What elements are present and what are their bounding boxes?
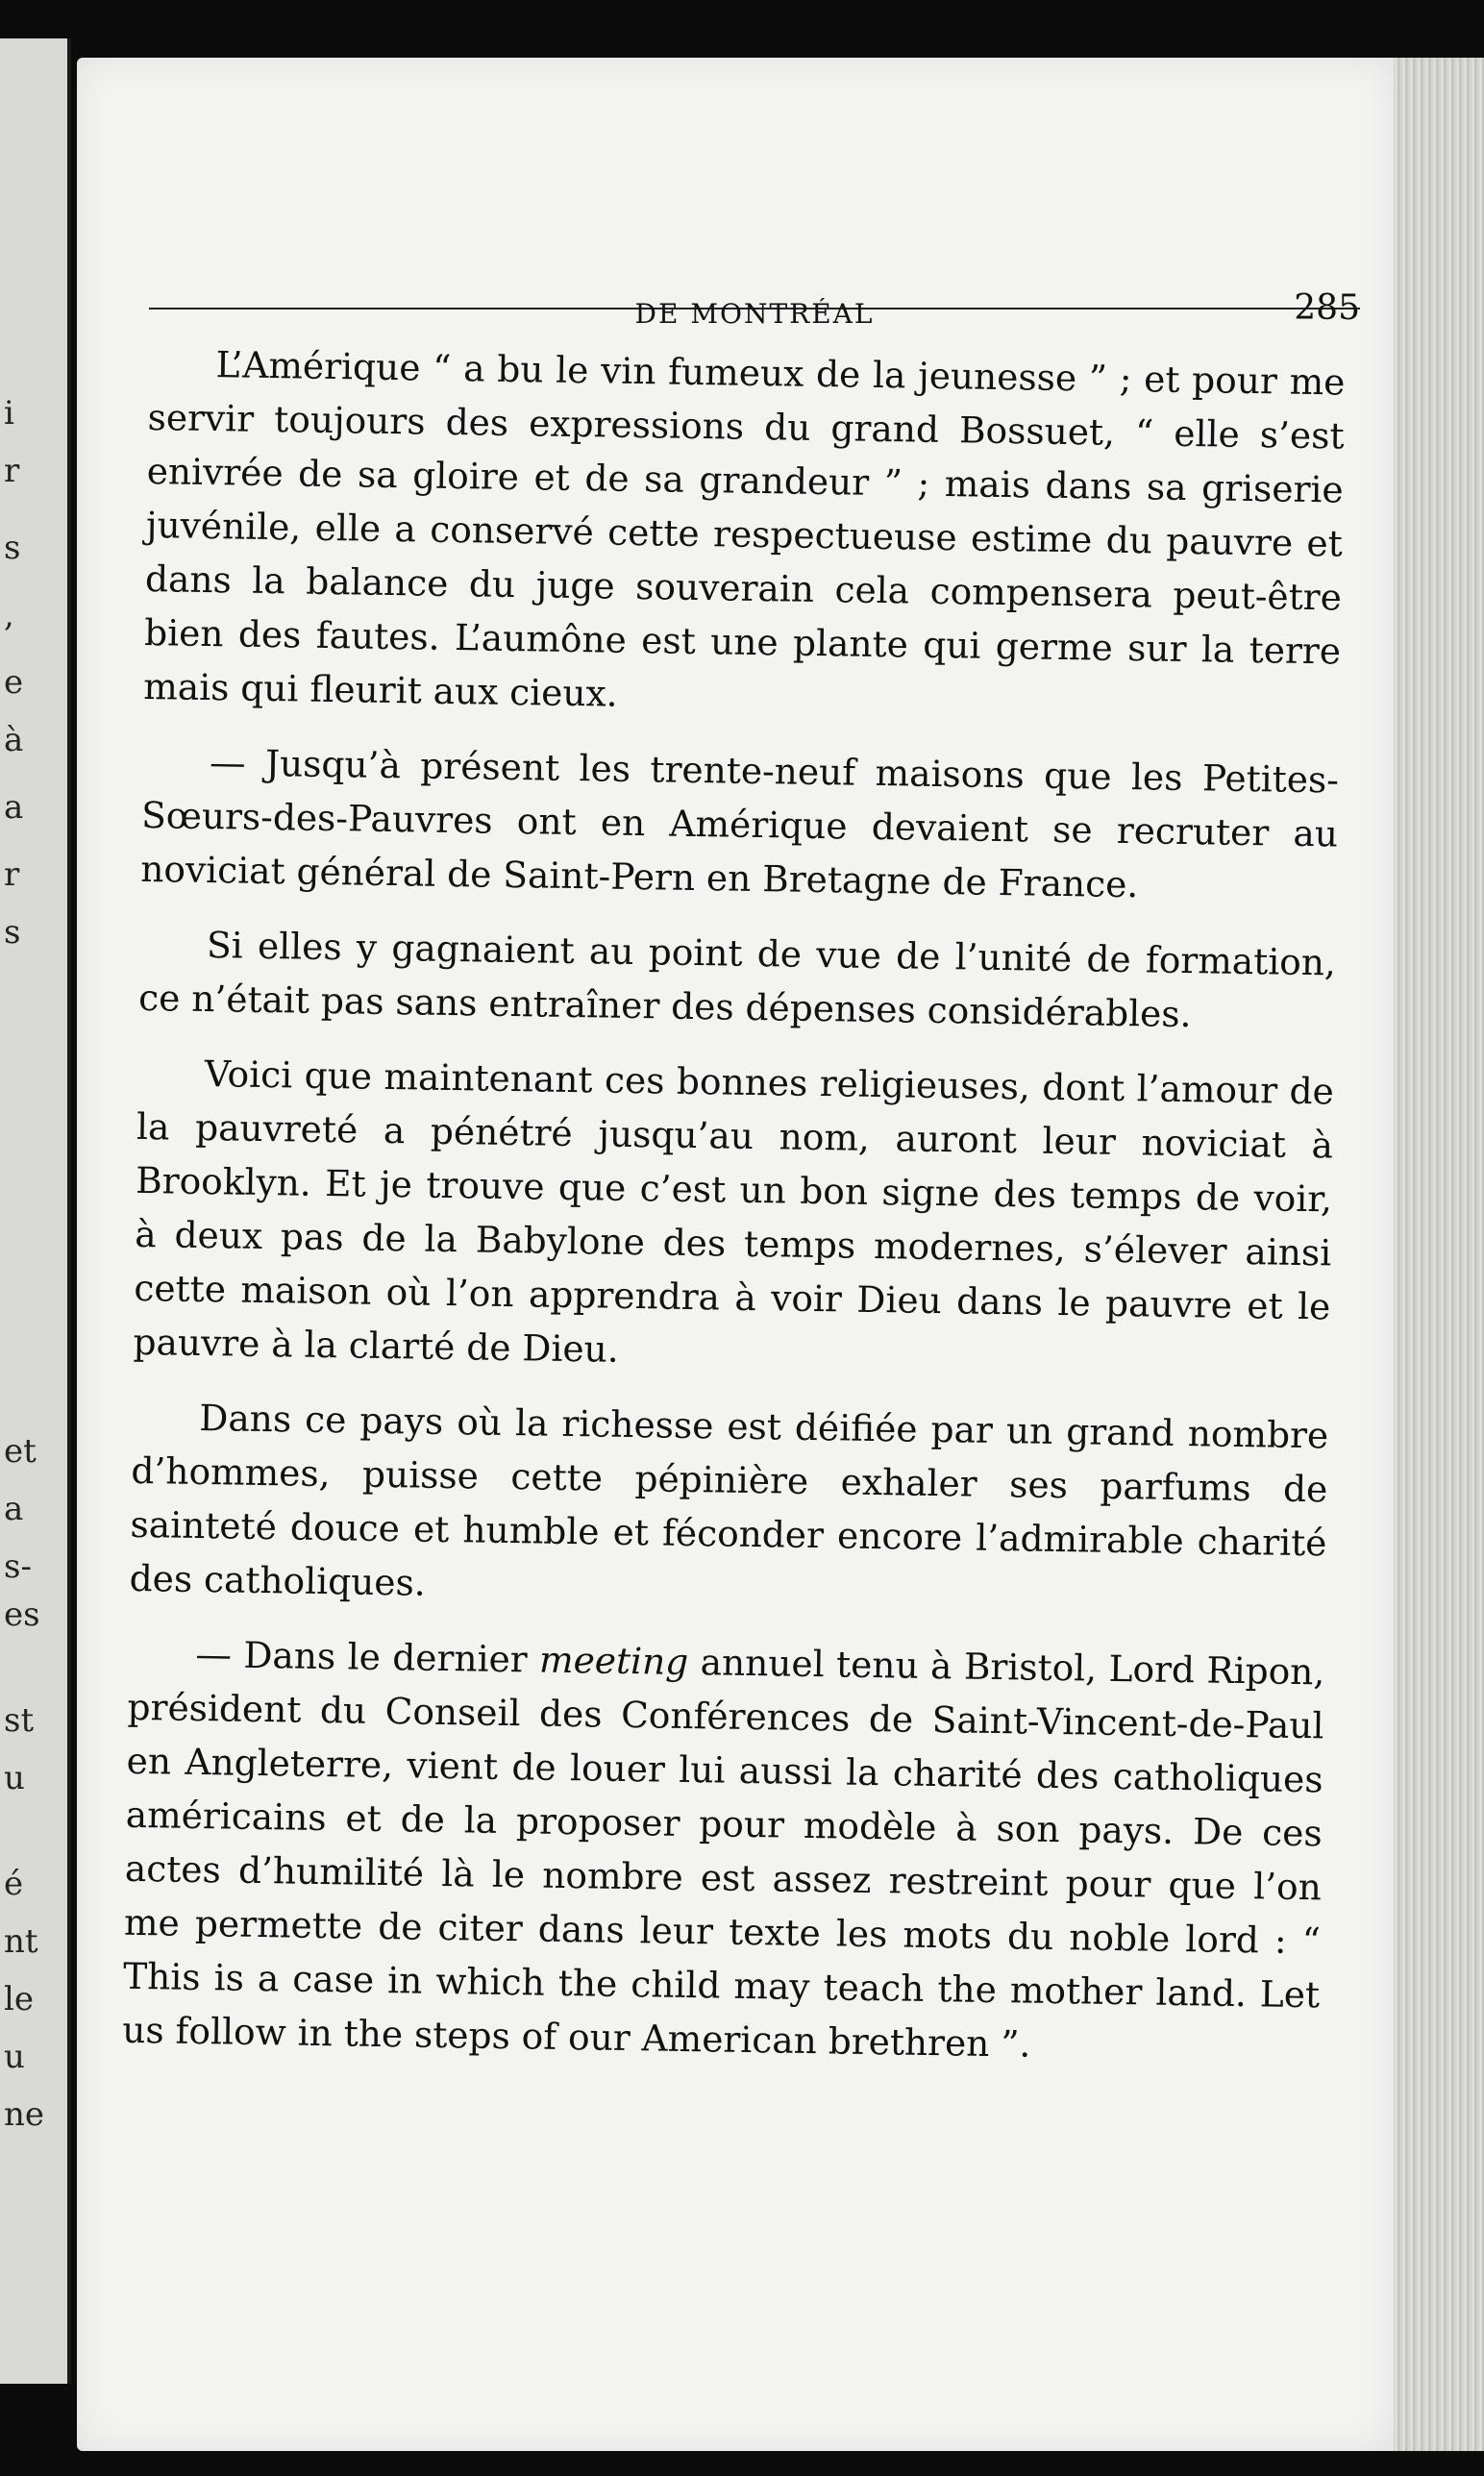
facing-page-fragment: r xyxy=(4,855,20,894)
facing-page-fragment: i xyxy=(4,394,14,433)
running-header xyxy=(149,231,1360,330)
book-page xyxy=(77,58,1394,2451)
facing-page-fragment: ne xyxy=(4,2095,45,2134)
paragraph: Si elles y gagnaient au point de vue de l’unité de formation, ce n’était pas sans entraîner des dépenses considérables. xyxy=(137,924,1337,1036)
paragraph: Voici que maintenant ces bonnes religieuses, dont l’amour de la pauvreté a pénétré jusqu’au nom, auront leur noviciat à Brooklyn. Et je trouve que c’est un bon signe des temps de voir, à deux pas de la Babylone des temps modernes, s’élever ainsi cette maison où l’on apprendra à voir Dieu dans le pauvre et le pauvre à la clarté de Dieu. xyxy=(133,1052,1335,1371)
facing-page-fragment: st xyxy=(4,1701,35,1740)
paragraph xyxy=(122,1626,1325,2076)
facing-page-fragment: r xyxy=(4,452,20,490)
facing-page-fragment: à xyxy=(4,721,24,759)
facing-page-fragment: é xyxy=(4,1865,24,1903)
facing-page-fragment: nt xyxy=(4,1922,38,1961)
facing-page-fragment: s xyxy=(4,529,21,567)
paragraph: — Jusqu’à présent les trente-neuf maisons que les Petites-Sœurs-des-Pauvres ont en Amérique devaient se recruter au noviciat général de Saint-Pern en Bretagne de France. xyxy=(139,741,1340,906)
facing-page-fragment: u xyxy=(4,2038,25,2076)
text-run: annuel tenu à Bristol, Lord Ripon, président du Conseil des Conférences de Saint-Vincent-de-Paul en Angleterre, vient de louer lui aussi la charité des catholiques américains et de la proposer pour modèle à son pays. De ces actes d’humilité là le nombre est assez restreint pour que l’on me permette de citer dans leur texte les mots du noble lord : “ This is a case in which the child may teach the mother land. Let us follow in the steps of our American brethren ”. xyxy=(121,1640,1325,2066)
facing-page-fragment: s- xyxy=(4,1548,32,1586)
facing-page-fragment: le xyxy=(4,1980,34,2018)
facing-page-fragment: s xyxy=(4,913,21,952)
facing-page-fragment: es xyxy=(4,1596,40,1634)
paragraph: Dans ce pays où la richesse est déifiée par un grand nombre d’hommes, puisse cette pépinière exhaler ses parfums de sainteté douce et humble et féconder encore l’admirable charité des catholiques. xyxy=(129,1396,1329,1604)
facing-page-edge xyxy=(0,38,71,2384)
paragraph: L’Amérique “ a bu le vin fumeux de la jeunesse ” ; et pour me servir toujours des expressions du grand Bossuet, “ elle s’est enivrée de sa gloire et de sa grandeur ” ; mais dans sa griserie juvénile, elle a conservé cette respectueuse estime du pauvre et dans la balance du juge souverain cela compensera peut-être bien des fautes. L’aumône est une plante qui germe sur la terre mais qui fleurit aux cieux. xyxy=(142,343,1346,715)
facing-page-fragment: , xyxy=(4,596,14,634)
running-title: DE MONTRÉAL xyxy=(634,298,875,330)
text-run: — Dans le dernier xyxy=(195,1632,540,1681)
body-text xyxy=(122,336,1346,2096)
facing-page-fragment: u xyxy=(4,1759,25,1797)
page-number: 285 xyxy=(1294,288,1360,328)
facing-page-fragment: a xyxy=(4,788,24,827)
facing-page-fragment: et xyxy=(4,1432,37,1471)
facing-page-fragment: e xyxy=(4,663,24,702)
facing-page-fragment: a xyxy=(4,1490,24,1528)
italic-word: meeting xyxy=(538,1638,689,1683)
